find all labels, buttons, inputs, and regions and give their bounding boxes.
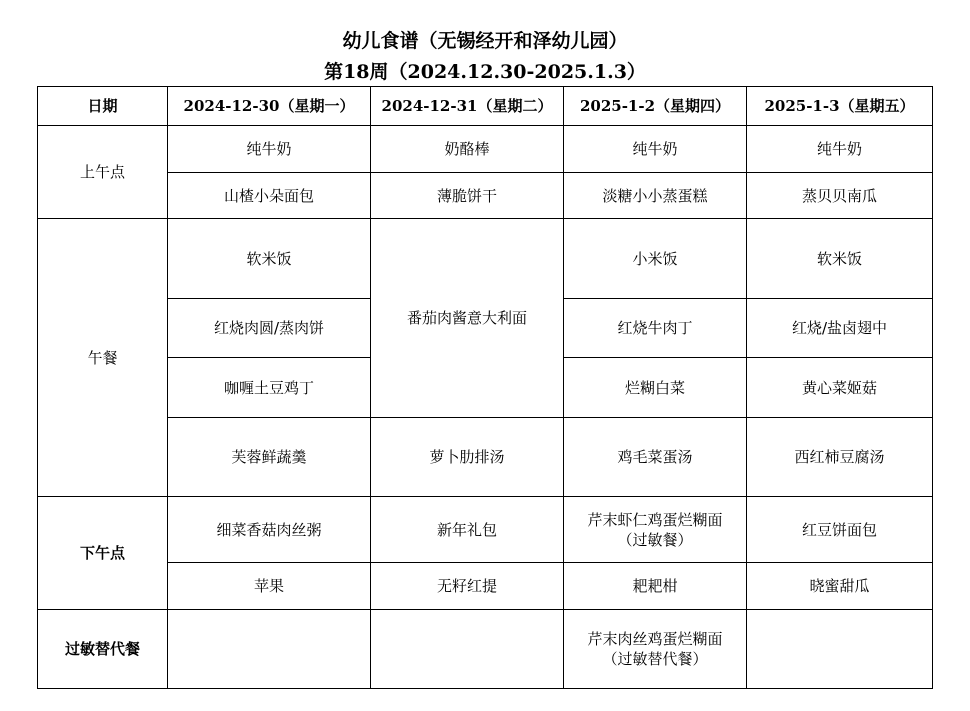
menu-cell: 软米饭 <box>747 219 933 299</box>
menu-cell: 纯牛奶 <box>564 126 747 173</box>
menu-cell: 萝卜肋排汤 <box>371 418 564 497</box>
menu-cell: 无籽红提 <box>371 563 564 610</box>
menu-cell: 耙耙柑 <box>564 563 747 610</box>
menu-cell-tuesday-lunch: 番茄肉酱意大利面 <box>371 219 564 418</box>
table-row <box>38 418 933 497</box>
day-header-friday: 2025-1-3（星期五） <box>747 87 933 126</box>
menu-cell: 红烧/盐卤翅中 <box>747 299 933 358</box>
menu-cell: 蒸贝贝南瓜 <box>747 173 933 219</box>
menu-cell-empty <box>747 610 933 689</box>
table-row <box>38 219 933 299</box>
table-row <box>38 173 933 219</box>
table-row <box>38 497 933 563</box>
page-subtitle: 第18周（2024.12.30-2025.1.3） <box>324 61 646 83</box>
menu-cell: 薄脆饼干 <box>371 173 564 219</box>
menu-cell-line: 芹末虾仁鸡蛋烂糊面 <box>587 510 723 529</box>
menu-cell: 西红柿豆腐汤 <box>747 418 933 497</box>
menu-cell: 奶酪棒 <box>371 126 564 173</box>
menu-table <box>37 86 933 689</box>
menu-cell-note: （过敏餐） <box>617 530 693 549</box>
menu-cell: 山楂小朵面包 <box>168 173 371 219</box>
morning-snack-label: 上午点 <box>38 126 168 219</box>
menu-cell: 芙蓉鲜蔬羹 <box>168 418 371 497</box>
menu-cell: 咖喱土豆鸡丁 <box>168 358 371 418</box>
menu-cell-line: 芹末肉丝鸡蛋烂糊面 <box>587 630 723 648</box>
page-title: 幼儿食谱（无锡经开和泽幼儿园） <box>342 30 628 52</box>
menu-cell: 细菜香菇肉丝粥 <box>168 497 371 563</box>
menu-cell: 小米饭 <box>564 219 747 299</box>
menu-cell-empty <box>371 610 564 689</box>
table-row <box>38 610 933 689</box>
day-header-tuesday: 2024-12-31（星期二） <box>371 87 564 126</box>
menu-cell: 新年礼包 <box>371 497 564 563</box>
menu-cell: 红豆饼面包 <box>747 497 933 563</box>
day-header-thursday: 2025-1-2（星期四） <box>564 87 747 126</box>
menu-cell: 鸡毛菜蛋汤 <box>564 418 747 497</box>
menu-cell: 红烧肉圆/蒸肉饼 <box>168 299 371 358</box>
lunch-label: 午餐 <box>38 219 168 497</box>
menu-cell: 纯牛奶 <box>747 126 933 173</box>
menu-cell: 红烧牛肉丁 <box>564 299 747 358</box>
menu-cell: 晓蜜甜瓜 <box>747 563 933 610</box>
table-header-row <box>38 87 933 126</box>
menu-cell-note: （过敏替代餐） <box>602 650 708 668</box>
menu-cell: 软米饭 <box>168 219 371 299</box>
menu-cell-empty <box>168 610 371 689</box>
allergy-label: 过敏替代餐 <box>38 610 168 689</box>
menu-cell: 苹果 <box>168 563 371 610</box>
menu-cell-allergy-note <box>564 497 747 563</box>
table-row <box>38 563 933 610</box>
menu-cell-allergy <box>564 610 747 689</box>
day-header-monday: 2024-12-30（星期一） <box>168 87 371 126</box>
menu-cell: 烂糊白菜 <box>564 358 747 418</box>
date-header-cell: 日期 <box>38 87 168 126</box>
menu-cell: 纯牛奶 <box>168 126 371 173</box>
menu-cell: 黄心菜姬菇 <box>747 358 933 418</box>
table-row <box>38 126 933 173</box>
afternoon-snack-label: 下午点 <box>38 497 168 610</box>
menu-cell: 淡糖小小蒸蛋糕 <box>564 173 747 219</box>
